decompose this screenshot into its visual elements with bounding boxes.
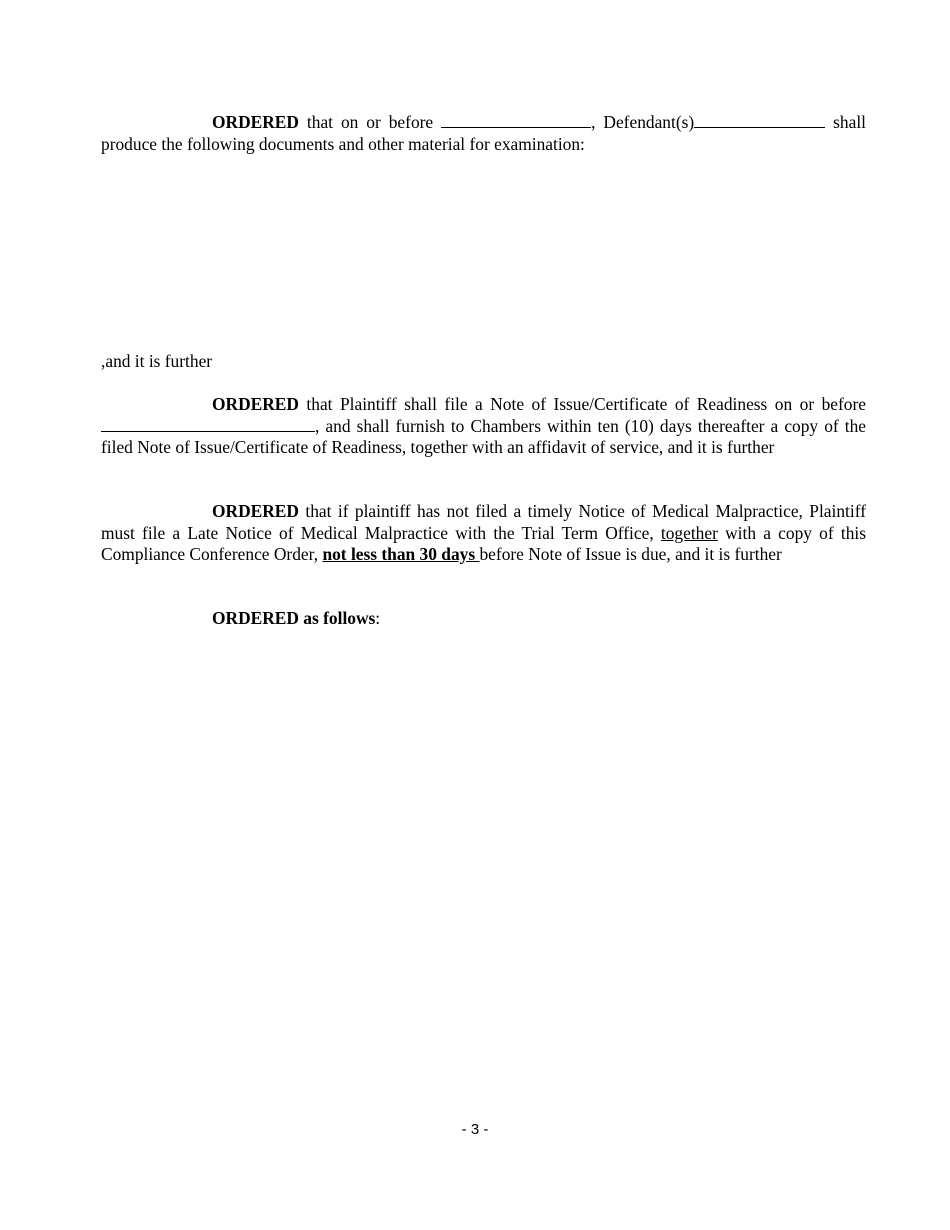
para1-text-3: shall produce the following documents and other material for examination: [101, 112, 866, 154]
para4-text-3: before Note of Issue is due, and it is further [479, 544, 782, 564]
defendant-blank [694, 112, 825, 128]
para3-text-2: , and shall furnish to Chambers within ten (10) days thereafter a copy of the filed Note of Issue/Certificate of Readiness, together with an affidavit of service, and it is further [101, 415, 866, 457]
page-number: - 3 - [461, 1121, 489, 1138]
ordered-label: ORDERED [212, 394, 299, 414]
colon: : [375, 608, 381, 628]
note-of-issue-date-blank [101, 416, 315, 432]
ordered-as-follows-label: ORDERED as follows [212, 608, 376, 628]
together-underlined: together [660, 522, 718, 543]
para4-text-1: that if plaintiff has not filed a timely Notice of Medical Malpractice, Plaintiff must file a Late Notice of Medical Malpractice with the Trial Term Office, [101, 501, 866, 543]
paragraph-note-of-issue [101, 394, 866, 459]
paragraph-medical-malpractice [101, 501, 866, 566]
paragraph-further [101, 351, 866, 373]
date-blank [441, 112, 591, 128]
thirty-days-emphasis: not less than 30 days [322, 544, 480, 564]
ordered-label: ORDERED [212, 501, 299, 521]
para4-text-2: with a copy of this Compliance Conference Order, [101, 522, 867, 564]
paragraph-production-order [101, 112, 866, 155]
further-text: ,and it is further [101, 351, 213, 371]
para3-text-1: that Plaintiff shall file a Note of Issue/Certificate of Readiness on or before [298, 394, 866, 414]
para1-text-2: , Defendant(s) [591, 112, 695, 132]
para1-text-1: that on or before [298, 112, 442, 132]
ordered-label: ORDERED [212, 112, 299, 132]
paragraph-as-follows [101, 608, 866, 630]
